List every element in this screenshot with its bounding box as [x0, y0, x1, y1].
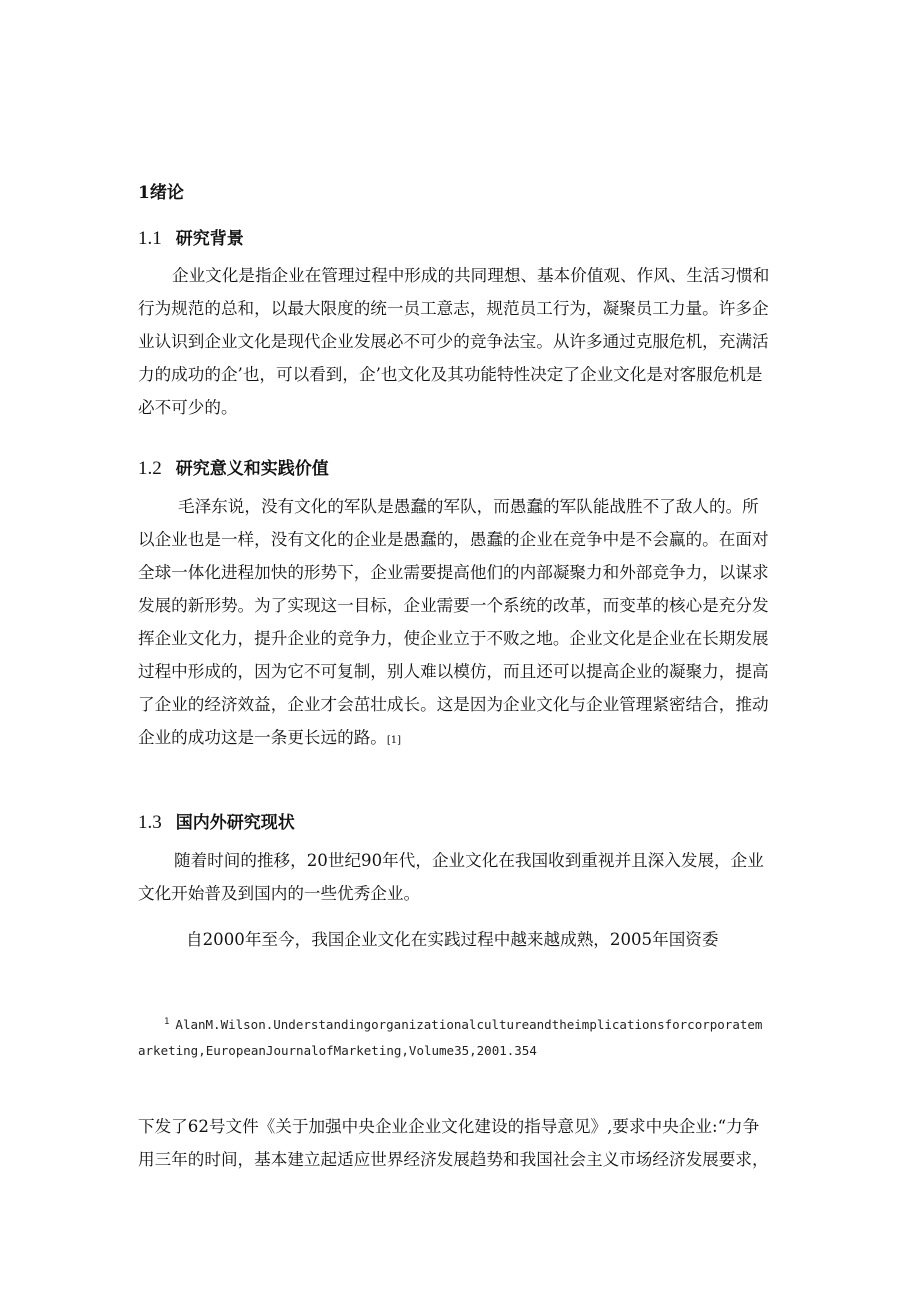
section-number: 1.1: [138, 228, 162, 249]
paragraph-line: 挥企业文化力，提升企业的竞争力，使企业立于不败之地。企业文化是企业在长期发展: [138, 629, 769, 648]
citation-ref[interactable]: [1]: [386, 735, 402, 746]
section-1-2-heading: [138, 454, 786, 480]
paragraph-line: 企业文化是指企业在管理过程中形成的共同理想、基本价值观、作风、生活习惯和: [172, 266, 770, 285]
paragraph-line: 自2000年至今，我国企业文化在实践过程中越来越成熟，2005年国资委: [186, 930, 719, 949]
paragraph-line: 行为规范的总和，以最大限度的统一员工意志，规范员工行为，凝聚员工力量。许多企: [138, 299, 769, 318]
section-1-3-paragraph-2: [138, 923, 786, 956]
section-title: 研究意义和实践价值: [175, 459, 329, 479]
section-1-3-paragraph-1: [138, 844, 786, 910]
section-1-2-paragraph: [138, 490, 786, 757]
chapter-title: 1绪论: [138, 183, 184, 203]
paragraph-line: 了企业的经济效益，企业才会茁壮成长。这是因为企业文化与企业管理紧密结合，推动: [138, 695, 769, 714]
section-1-3-heading: [138, 808, 786, 834]
section-1-1-heading: [138, 224, 786, 250]
paragraph-line: 用三年的时间，基本建立起适应世界经济发展趋势和我国社会主义市场经济发展要求，: [138, 1150, 769, 1169]
paragraph-line: 全球一体化进程加快的形势下，企业需要提高他们的内部凝聚力和外部竞争力，以谋求: [138, 563, 769, 582]
paragraph-line: 发展的新形势。为了实现这一目标，企业需要一个系统的改革，而变革的核心是充分发: [138, 596, 769, 615]
footnote-line: arketing,EuropeanJournalofMarketing,Volume35,2001.354: [138, 1043, 537, 1059]
paragraph-line: 文化开始普及到国内的一些优秀企业。: [138, 884, 421, 903]
footnote-mark: 1: [164, 1017, 170, 1027]
section-title: 研究背景: [175, 229, 244, 249]
footnote-text: AlanM.Wilson.Understandingorganizationalcultureandtheimplicationsforcorporatem: [175, 1017, 763, 1033]
section-title: 国内外研究现状: [175, 813, 295, 833]
footnote-line: [138, 1009, 786, 1038]
paragraph-line: 随着时间的推移，20世纪90年代，企业文化在我国收到重视并且深入发展，企业: [174, 851, 764, 870]
continuation-paragraph: [138, 1110, 786, 1176]
section-number: 1.3: [138, 812, 162, 833]
paragraph-text: 企业的成功这是一条更长远的路。: [138, 728, 387, 747]
paragraph-line: 业认识到企业文化是现代企业发展必不可少的竞争法宝。从许多通过克服危机，充满活: [138, 332, 769, 351]
paragraph-line: 力的成功的企’也，可以看到，企’也文化及其功能特性决定了企业文化是对客服危机是: [138, 365, 763, 384]
paragraph-line: 以企业也是一样，没有文化的企业是愚蠢的，愚蠢的企业在竞争中是不会赢的。在面对: [138, 530, 769, 549]
paragraph-line: 毛泽东说，没有文化的军队是愚蠢的军队，而愚蠢的军队能战胜不了敌人的。所: [178, 497, 759, 516]
paragraph-line-with-ref: [138, 721, 786, 757]
section-number: 1.2: [138, 458, 162, 479]
paragraph-line: 下发了62号文件《关于加强中央企业企业文化建设的指导意见》,要求中央企业:“力争: [138, 1117, 760, 1136]
paragraph-line: 过程中形成的，因为它不可复制，别人难以模仿，而且还可以提高企业的凝聚力，提高: [138, 662, 769, 681]
section-1-1-paragraph: [138, 259, 786, 424]
footnote: [138, 1009, 786, 1064]
paragraph-line: 必不可少的。: [138, 398, 238, 417]
